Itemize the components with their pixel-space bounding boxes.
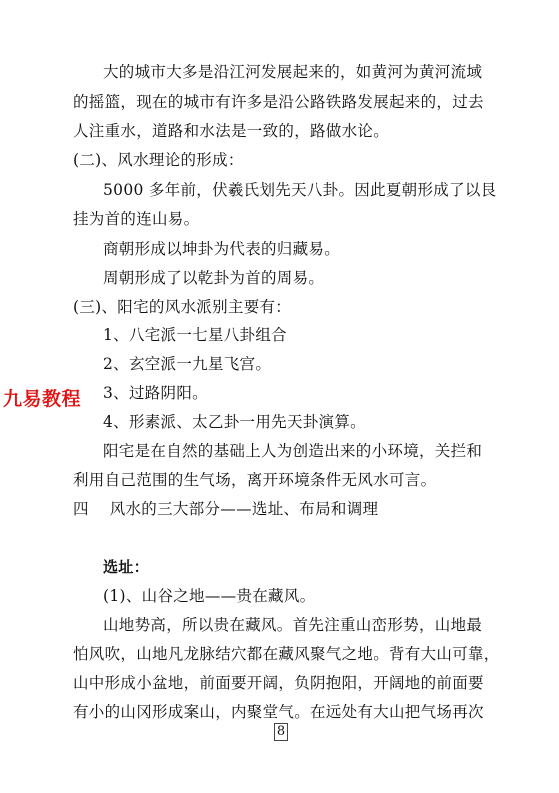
list-item: 3、过路阴阳。 xyxy=(103,384,208,402)
section-heading: 四 风水的三大部分——选址、布局和调理 xyxy=(73,500,379,518)
text-line: 山中形成小盆地，前面要开阔，负阴抱阳，开阔地的前面要 xyxy=(73,674,484,692)
text-line: 人注重水，道路和水法是一致的，路做水论。 xyxy=(73,122,390,140)
section-heading: (三)、阳宅的风水派别主要有： xyxy=(73,298,292,316)
text-line: 有小的山冈形成案山，内聚堂气。在远处有大山把气场再次 xyxy=(73,703,484,721)
watermark-label: 九易教程 xyxy=(3,388,82,410)
list-item: 1、八宅派一七星八卦组合 xyxy=(103,326,287,344)
section-heading: (二)、风水理论的形成： xyxy=(73,151,244,169)
text-line: 山地势高，所以贵在藏风。首先注重山峦形势，山地最 xyxy=(103,616,483,634)
text-line: 商朝形成以坤卦为代表的归藏易。 xyxy=(103,240,341,258)
text-line: 大的城市大多是沿江河发展起来的，如黄河为黄河流域 xyxy=(103,63,483,81)
text-line: 5000 多年前，伏羲氏划先天八卦。因此夏朝形成了以艮 xyxy=(103,181,497,199)
text-line: 阳宅是在自然的基础上人为创造出来的小环境，关拦和 xyxy=(103,442,483,460)
text-line: 挂为首的连山易。 xyxy=(73,210,200,228)
text-line: 怕风吹，山地凡龙脉结穴都在藏风聚气之地。背有大山可靠， xyxy=(73,645,500,663)
subsection-title: (1)、山谷之地——贵在藏风。 xyxy=(103,587,316,605)
page-number: 8 xyxy=(274,723,288,741)
text-line: 利用自己范围的生气场，离开环境条件无风水可言。 xyxy=(73,471,437,489)
subsection-heading: 选址： xyxy=(103,558,149,576)
text-line: 周朝形成了以乾卦为首的周易。 xyxy=(103,269,325,287)
list-item: 2、玄空派一九星飞宫。 xyxy=(103,355,272,373)
list-item: 4、形素派、太乙卦一用先天卦演算。 xyxy=(103,413,366,431)
text-line: 的摇篮，现在的城市有许多是沿公路铁路发展起来的，过去 xyxy=(73,93,484,111)
